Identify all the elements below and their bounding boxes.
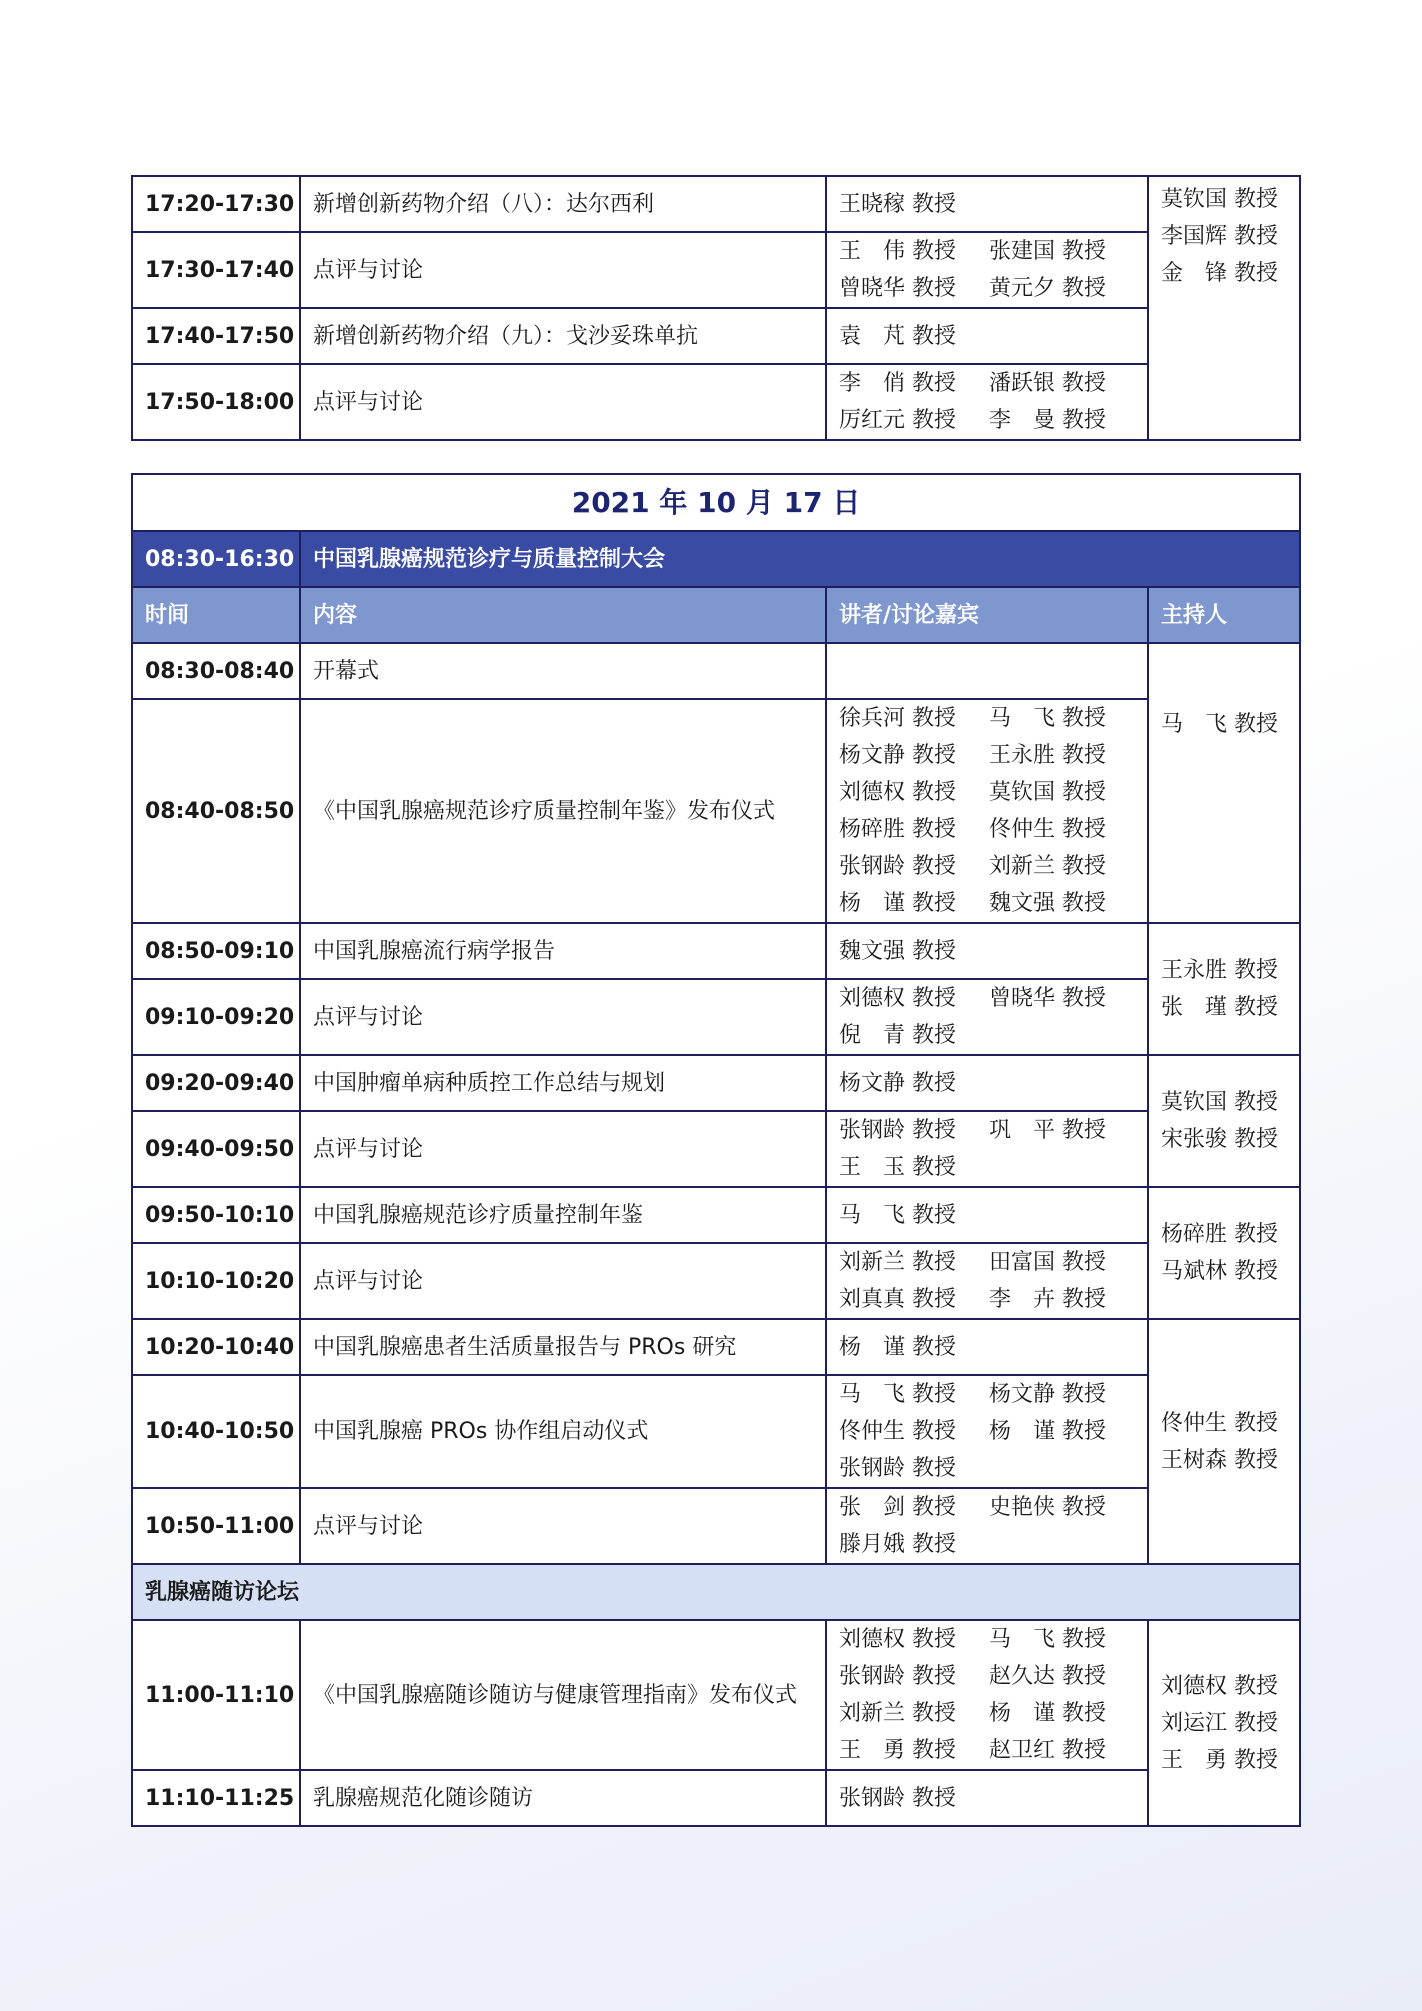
speaker: 马 飞 教授 <box>989 706 1106 731</box>
table-row <box>132 1770 1300 1826</box>
content-cell: 乳腺癌规范化随诊随访 <box>300 1770 826 1826</box>
table-row <box>132 923 1300 979</box>
speakers-cell <box>826 1620 1148 1770</box>
table-row <box>132 699 1300 923</box>
time-cell: 09:20-09:40 <box>132 1055 300 1111</box>
speaker: 马 飞 教授 <box>989 1627 1106 1652</box>
moderator-cell <box>1148 923 1300 1055</box>
content-cell: 《中国乳腺癌规范诊疗质量控制年鉴》发布仪式 <box>300 699 826 923</box>
table-row <box>132 176 1300 232</box>
speaker: 史艳侠 教授 <box>989 1495 1106 1520</box>
moderator: 金 锋 教授 <box>1161 261 1278 286</box>
speakers-cell <box>826 923 1148 979</box>
time-cell: 10:20-10:40 <box>132 1319 300 1375</box>
speaker: 巩 平 教授 <box>989 1118 1106 1143</box>
speaker: 赵卫红 教授 <box>989 1738 1106 1763</box>
date-title-row <box>132 474 1300 531</box>
speaker: 刘德权 教授 <box>839 1627 956 1652</box>
speaker: 曾晓华 教授 <box>989 986 1106 1011</box>
table-row <box>132 1319 1300 1375</box>
speaker: 张钢龄 教授 <box>839 1118 956 1143</box>
content-cell: 新增创新药物介绍（九）：戈沙妥珠单抗 <box>300 308 826 364</box>
speaker: 王 玉 教授 <box>839 1155 956 1180</box>
content-cell: 点评与讨论 <box>300 232 826 308</box>
speaker: 潘跃银 教授 <box>989 371 1106 396</box>
table-row <box>132 1620 1300 1770</box>
table-row <box>132 1055 1300 1111</box>
time-cell: 08:50-09:10 <box>132 923 300 979</box>
speaker: 袁 芃 教授 <box>839 323 956 349</box>
content-cell: 点评与讨论 <box>300 1488 826 1564</box>
speaker: 王 伟 教授 <box>839 239 956 264</box>
speaker: 杨 谨 教授 <box>989 1419 1106 1444</box>
content-cell: 点评与讨论 <box>300 979 826 1055</box>
moderator: 马 飞 教授 <box>1161 712 1278 737</box>
speaker: 杨文静 教授 <box>989 1382 1106 1407</box>
speakers-cell <box>826 308 1148 364</box>
speaker: 王 勇 教授 <box>839 1738 956 1763</box>
moderator-cell <box>1148 1620 1300 1826</box>
time-cell: 08:30-08:40 <box>132 643 300 699</box>
speaker: 张钢龄 教授 <box>839 1456 956 1481</box>
table-row <box>132 643 1300 699</box>
speaker: 田富国 教授 <box>989 1250 1106 1275</box>
moderator-cell <box>1148 1187 1300 1319</box>
moderator: 莫钦国 教授 <box>1161 187 1278 212</box>
time-cell: 17:40-17:50 <box>132 308 300 364</box>
time-cell: 17:20-17:30 <box>132 176 300 232</box>
speaker: 佟仲生 教授 <box>989 817 1106 842</box>
date-title: 2021 年 10 月 17 日 <box>132 474 1300 531</box>
moderator: 李国辉 教授 <box>1161 224 1278 249</box>
table-row <box>132 1375 1300 1488</box>
forum-title: 乳腺癌随访论坛 <box>132 1564 1300 1620</box>
speaker: 王晓稼 教授 <box>839 191 956 217</box>
table-row <box>132 1187 1300 1243</box>
speaker: 魏文强 教授 <box>839 938 956 964</box>
moderator: 宋张骏 教授 <box>1161 1127 1278 1152</box>
header-time: 时间 <box>132 587 300 643</box>
speaker: 倪 青 教授 <box>839 1023 956 1048</box>
session-title: 中国乳腺癌规范诊疗与质量控制大会 <box>300 531 1300 587</box>
forum-row <box>132 1564 1300 1620</box>
speaker: 马 飞 教授 <box>839 1382 956 1407</box>
speaker: 杨文静 教授 <box>839 743 956 768</box>
time-cell: 09:40-09:50 <box>132 1111 300 1187</box>
speaker: 刘真真 教授 <box>839 1287 956 1312</box>
speaker: 李 卉 教授 <box>989 1287 1106 1312</box>
time-cell: 10:50-11:00 <box>132 1488 300 1564</box>
speakers-cell <box>826 643 1148 699</box>
speaker: 张 剑 教授 <box>839 1495 956 1520</box>
moderator: 王树森 教授 <box>1161 1447 1278 1473</box>
schedule-table-day <box>131 473 1301 1827</box>
content-cell: 点评与讨论 <box>300 364 826 440</box>
moderator-cell <box>1148 643 1300 923</box>
time-cell: 11:10-11:25 <box>132 1770 300 1826</box>
speaker: 佟仲生 教授 <box>839 1419 956 1444</box>
speakers-cell <box>826 1055 1148 1111</box>
time-cell: 10:40-10:50 <box>132 1375 300 1488</box>
content-cell: 中国乳腺癌流行病学报告 <box>300 923 826 979</box>
speaker: 杨文静 教授 <box>839 1070 956 1096</box>
moderator-cell <box>1148 176 1300 440</box>
speaker: 滕月娥 教授 <box>839 1532 956 1557</box>
moderator-cell <box>1148 1319 1300 1564</box>
moderator: 佟仲生 教授 <box>1161 1410 1278 1436</box>
speaker: 赵久达 教授 <box>989 1664 1106 1689</box>
speaker: 刘新兰 教授 <box>839 1250 956 1275</box>
speakers-cell <box>826 1111 1148 1187</box>
speaker: 刘新兰 教授 <box>839 1701 956 1726</box>
speaker: 李 曼 教授 <box>989 408 1106 433</box>
speakers-cell <box>826 1319 1148 1375</box>
time-cell: 17:50-18:00 <box>132 364 300 440</box>
speaker: 刘新兰 教授 <box>989 854 1106 879</box>
speaker: 杨 谨 教授 <box>839 891 956 916</box>
time-cell: 17:30-17:40 <box>132 232 300 308</box>
time-cell: 10:10-10:20 <box>132 1243 300 1319</box>
moderator: 刘运江 教授 <box>1161 1710 1278 1736</box>
speakers-cell <box>826 1375 1148 1488</box>
moderator: 马斌林 教授 <box>1161 1259 1278 1284</box>
schedule-table-continued <box>131 175 1301 441</box>
speakers-cell <box>826 364 1148 440</box>
speaker: 张建国 教授 <box>989 239 1106 264</box>
content-cell: 新增创新药物介绍（八）：达尔西利 <box>300 176 826 232</box>
table-row <box>132 1243 1300 1319</box>
speakers-cell <box>826 176 1148 232</box>
header-row <box>132 587 1300 643</box>
session-row <box>132 531 1300 587</box>
moderator: 王 勇 教授 <box>1161 1747 1278 1773</box>
content-cell: 《中国乳腺癌随诊随访与健康管理指南》发布仪式 <box>300 1620 826 1770</box>
speakers-cell <box>826 1488 1148 1564</box>
speaker: 张钢龄 教授 <box>839 1785 956 1811</box>
speakers-cell <box>826 1770 1148 1826</box>
speaker: 杨 谨 教授 <box>839 1334 956 1360</box>
content-cell: 中国乳腺癌患者生活质量报告与 PROs 研究 <box>300 1319 826 1375</box>
speaker: 曾晓华 教授 <box>839 276 956 301</box>
speakers-cell <box>826 1187 1148 1243</box>
speaker: 王永胜 教授 <box>989 743 1106 768</box>
time-cell: 11:00-11:10 <box>132 1620 300 1770</box>
speaker: 魏文强 教授 <box>989 891 1106 916</box>
content-cell: 点评与讨论 <box>300 1111 826 1187</box>
content-cell: 中国肿瘤单病种质控工作总结与规划 <box>300 1055 826 1111</box>
speaker: 黄元夕 教授 <box>989 276 1106 301</box>
header-content: 内容 <box>300 587 826 643</box>
table-row <box>132 1488 1300 1564</box>
speaker: 徐兵河 教授 <box>839 706 956 731</box>
content-cell: 中国乳腺癌 PROs 协作组启动仪式 <box>300 1375 826 1488</box>
moderator: 王永胜 教授 <box>1161 958 1278 983</box>
speaker: 刘德权 教授 <box>839 986 956 1011</box>
table-row <box>132 232 1300 308</box>
time-cell: 09:10-09:20 <box>132 979 300 1055</box>
speaker: 杨 谨 教授 <box>989 1701 1106 1726</box>
speaker: 莫钦国 教授 <box>989 780 1106 805</box>
speaker: 李 俏 教授 <box>839 371 956 396</box>
table-row <box>132 308 1300 364</box>
moderator: 张 瑾 教授 <box>1161 995 1278 1020</box>
header-moderator: 主持人 <box>1148 587 1300 643</box>
speakers-cell <box>826 699 1148 923</box>
table-row <box>132 364 1300 440</box>
table-row <box>132 979 1300 1055</box>
speaker: 杨碎胜 教授 <box>839 817 956 842</box>
speakers-cell <box>826 979 1148 1055</box>
speaker: 张钢龄 教授 <box>839 854 956 879</box>
table-row <box>132 1111 1300 1187</box>
session-time: 08:30-16:30 <box>132 531 300 587</box>
speaker: 马 飞 教授 <box>839 1202 956 1228</box>
time-cell: 08:40-08:50 <box>132 699 300 923</box>
moderator-cell <box>1148 1055 1300 1187</box>
moderator: 杨碎胜 教授 <box>1161 1222 1278 1247</box>
speaker: 厉红元 教授 <box>839 408 956 433</box>
content-cell: 点评与讨论 <box>300 1243 826 1319</box>
speakers-cell <box>826 232 1148 308</box>
moderator: 刘德权 教授 <box>1161 1673 1278 1699</box>
moderator: 莫钦国 教授 <box>1161 1090 1278 1115</box>
content-cell: 开幕式 <box>300 643 826 699</box>
speakers-cell <box>826 1243 1148 1319</box>
header-speakers: 讲者/讨论嘉宾 <box>826 587 1148 643</box>
time-cell: 09:50-10:10 <box>132 1187 300 1243</box>
speaker: 刘德权 教授 <box>839 780 956 805</box>
speaker: 张钢龄 教授 <box>839 1664 956 1689</box>
content-cell: 中国乳腺癌规范诊疗质量控制年鉴 <box>300 1187 826 1243</box>
